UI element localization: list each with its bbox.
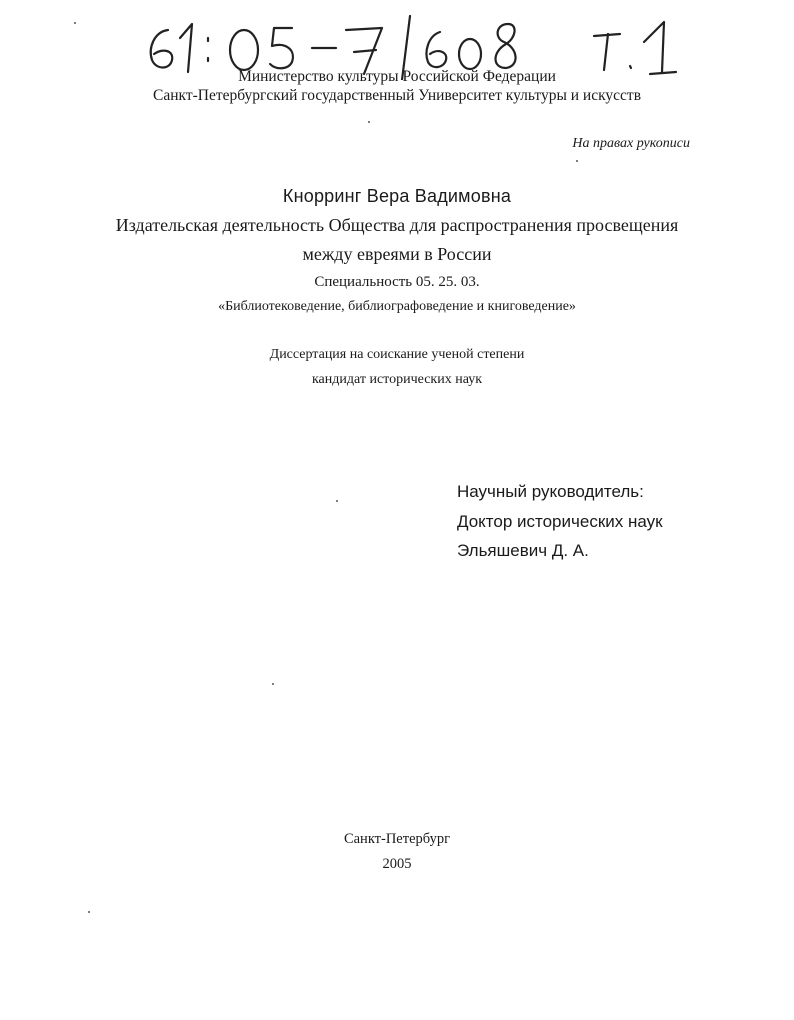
city: Санкт-Петербург [343, 831, 451, 847]
degree-line-2: кандидат исторических наук [311, 372, 483, 387]
scan-speck [368, 121, 370, 123]
supervisor-label: Научный руководитель: [457, 482, 644, 501]
ministry-name: Министерство культуры Российской Федерации [238, 68, 556, 85]
dissertation-title-line-1: Издательская деятельность Общества для распространения просвещения [115, 215, 679, 235]
scan-speck [74, 22, 76, 24]
university-name: Санкт-Петербургский государственный Университет культуры и искусств [152, 87, 642, 104]
scan-speck [88, 911, 90, 913]
supervisor-name: Эльяшевич Д. А. [457, 541, 589, 560]
scan-speck [272, 683, 274, 685]
supervisor-title: Доктор исторических наук [457, 512, 663, 531]
rights-note: На правах рукописи [572, 136, 690, 151]
dissertation-title-line-2: между евреями в России [302, 244, 492, 264]
specialty-name: «Библиотековедение, библиографоведение и книговедение» [218, 299, 576, 314]
scan-speck [336, 500, 338, 502]
author-name: Кнорринг Вера Вадимовна [282, 186, 512, 206]
year: 2005 [382, 856, 412, 872]
specialty-code: Специальность 05. 25. 03. [314, 274, 480, 290]
scan-speck [576, 160, 578, 162]
degree-line-1: Диссертация на соискание ученой степени [269, 347, 525, 362]
